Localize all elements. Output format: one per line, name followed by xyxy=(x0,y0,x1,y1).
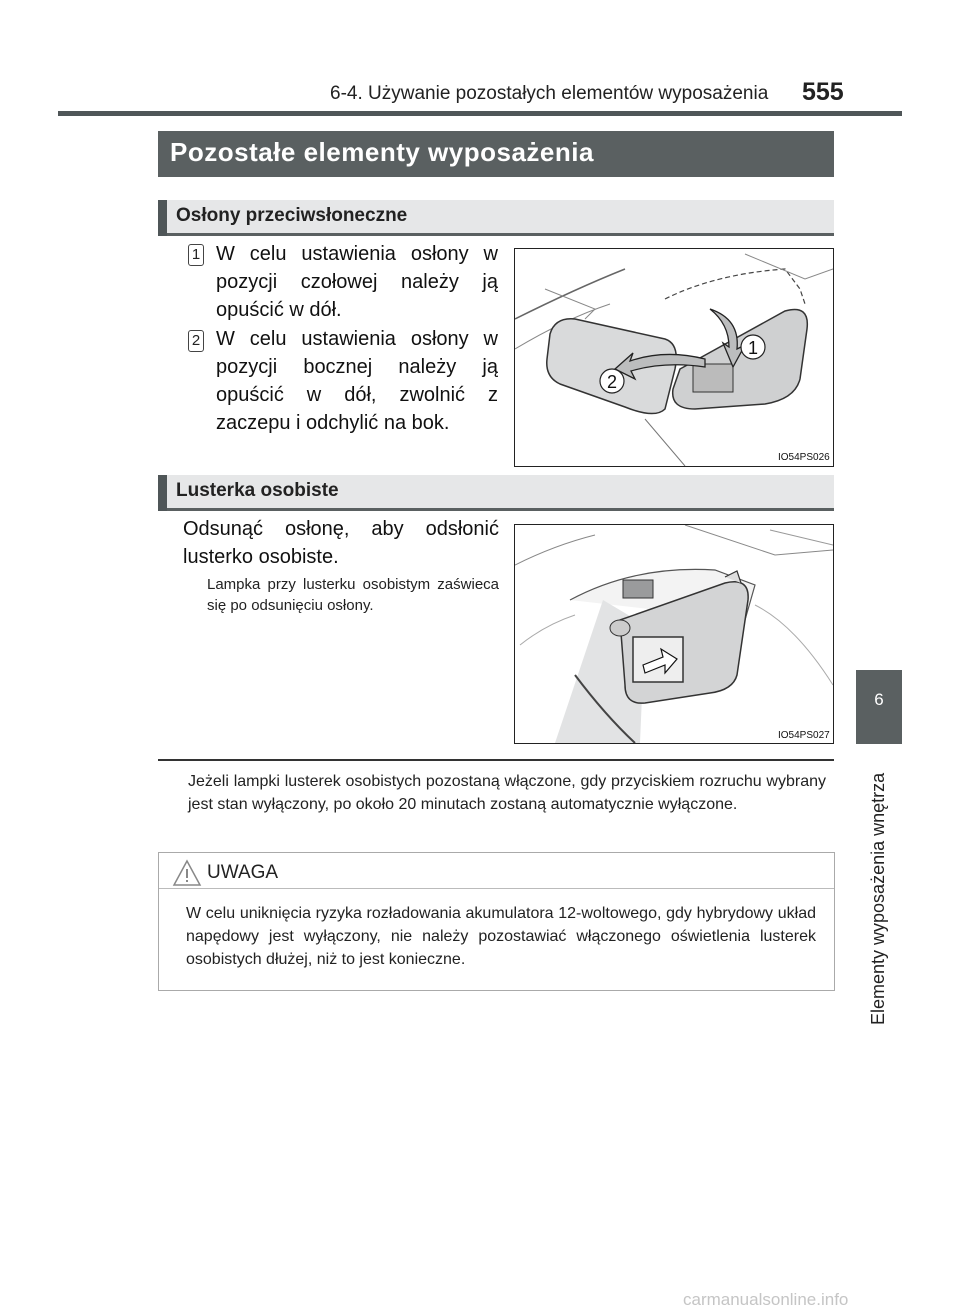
item-text-2: W celu ustawienia osłony w pozycji bocznej należy ją opuścić w dół, zwolnić z zaczepu i odchylić na bok. xyxy=(216,328,498,434)
warning-title: UWAGA xyxy=(207,862,279,883)
info-paragraph: Jeżeli lampki lusterek osobistych pozostaną włączone, gdy przyciskiem rozruchu wybrany jest stan wyłączony, po około 20 minutach zostaną automatycznie wyłączone. xyxy=(188,773,826,813)
warning-text: W celu uniknięcia ryzyka rozładowania akumulatora 12-woltowego, gdy hybrydowy układ napędowy jest wyłączony, nie należy pozostawiać włączonego oświetlenia lusterek osobistych dłużej, niż to jest konieczne. xyxy=(186,905,816,968)
sun-visor-illustration xyxy=(514,248,834,467)
section-title-vanity-mirrors: Lusterka osobiste xyxy=(176,480,339,501)
fig-marker-2: 2 xyxy=(607,372,618,392)
vanity-mirror-text: Odsunąć osłonę, aby odsłonić lusterko osobiste. xyxy=(183,518,499,568)
vanity-mirror-drawing xyxy=(515,525,833,743)
watermark: carmanualsonline.info xyxy=(683,1290,849,1309)
warning-header-divider xyxy=(159,888,834,889)
vanity-mirror-illustration xyxy=(514,524,834,744)
figure-code-1: IO54PS026 xyxy=(778,452,830,463)
page-number: 555 xyxy=(802,78,844,106)
main-title: Pozostałe elementy wyposażenia xyxy=(170,137,594,167)
warning-triangle-icon xyxy=(172,859,202,887)
figure-code-2: IO54PS027 xyxy=(778,730,830,741)
running-header-title: 6-4. Używanie pozostałych elementów wyposażenia xyxy=(330,83,769,104)
sun-visor-drawing xyxy=(515,249,833,466)
header-rule xyxy=(58,111,902,116)
fig-marker-1: 1 xyxy=(748,338,759,358)
section-title-sun-visors: Osłony przeciwsłoneczne xyxy=(176,205,408,226)
info-separator xyxy=(158,759,834,761)
item-number-1: 1 xyxy=(188,244,204,266)
vanity-mirror-note: Lampka przy lusterku osobistym zaświeca się po odsunięciu osłony. xyxy=(207,576,499,614)
item-number-2: 2 xyxy=(188,330,204,352)
chapter-number: 6 xyxy=(874,690,884,709)
chapter-label: Elementy wyposażenia wnętrza xyxy=(868,772,888,1025)
item-text-1: W celu ustawienia osłony w pozycji czołowej należy ją opuścić w dół. xyxy=(216,243,498,321)
